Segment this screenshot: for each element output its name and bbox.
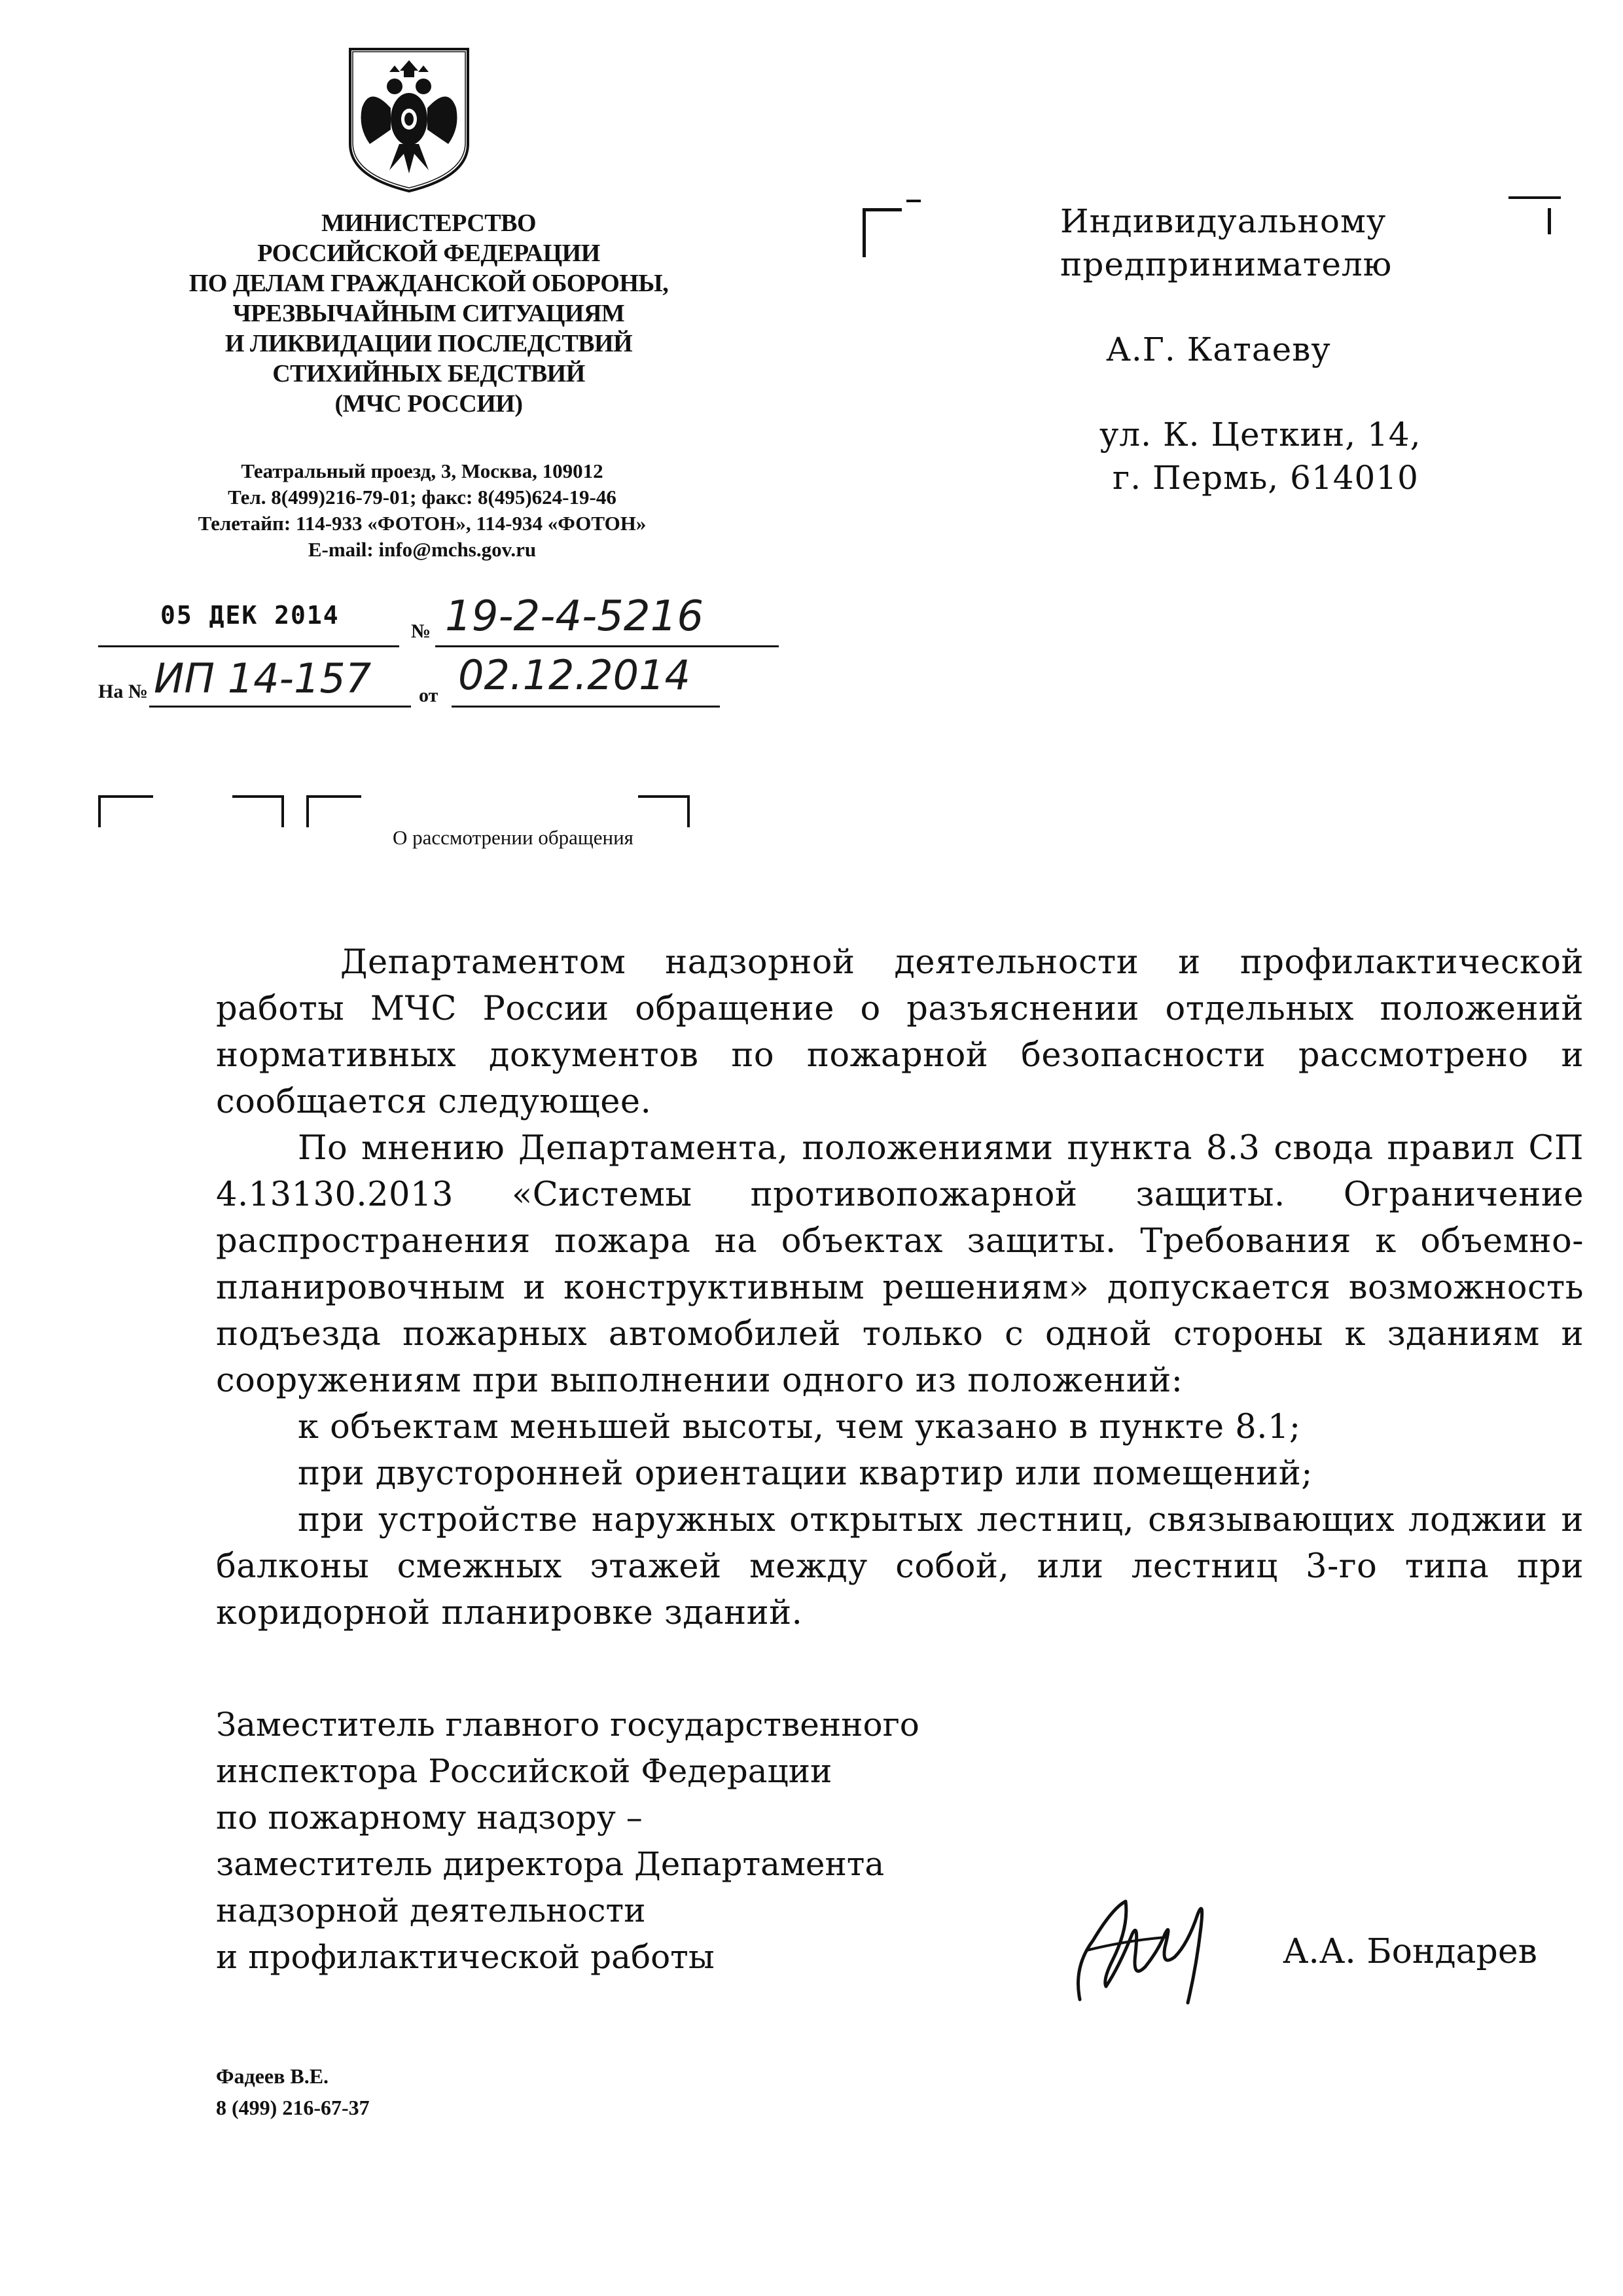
ministry-line: СТИХИЙНЫХ БЕДСТВИЙ	[272, 360, 585, 387]
recipient-line: Индивидуальному	[1060, 202, 1387, 240]
ministry-contacts	[79, 458, 766, 563]
recipient-block	[1060, 200, 1421, 499]
address-corner-mark	[906, 200, 921, 202]
number-label: №	[411, 620, 431, 642]
contact-address: Театральный проезд, 3, Москва, 109012	[241, 459, 603, 482]
body-list-item: при двусторонней ориентации квартир или помещений;	[298, 1454, 1313, 1493]
double-headed-eagle-emblem-icon	[344, 46, 474, 193]
recipient-city: г. Пермь, 614010	[1113, 459, 1419, 497]
ministry-line: РОССИЙСКОЙ ФЕДЕРАЦИИ	[257, 240, 600, 267]
ref-from-label: от	[419, 685, 438, 706]
date-stamp: 05 ДЕК 2014	[160, 601, 340, 630]
body-paragraph: По мнению Департамента, положениями пункта 8.3 свода правил СП 4.13130.2013 «Системы противопожарной защиты. Ограничение распространения пожара на объектах защиты. Требования к объемно-планировочным и конструктивным решениям» допускается возможность подъезда пожарных автомобилей только с одной стороны к зданиям и сооружениям при выполнении одного из положений:	[216, 1129, 1584, 1400]
signatory-title-line: надзорной деятельности	[216, 1892, 646, 1929]
executor-name: Фадеев В.Е.	[216, 2064, 329, 2088]
contact-teletype: Телетайп: 114-933 «ФОТОН», 114-934 «ФОТОН»	[198, 512, 647, 535]
ministry-line: МИНИСТЕРСТВО	[321, 209, 537, 237]
recipient-line: предпринимателю	[1060, 245, 1393, 283]
ministry-line: И ЛИКВИДАЦИИ ПОСЛЕДСТВИЙ	[224, 330, 633, 357]
signatory-title-line: заместитель директора Департамента	[216, 1845, 885, 1883]
signatory-title-line: Заместитель главного государственного	[216, 1706, 919, 1744]
ref-number: ИП 14-157	[154, 655, 372, 702]
subject-corner-mark	[232, 795, 284, 827]
recipient-spacer	[1060, 286, 1421, 328]
executor-phone: 8 (499) 216-67-37	[216, 2096, 370, 2119]
address-corner-mark	[1548, 208, 1551, 234]
ministry-line: (МЧС РОССИИ)	[334, 390, 523, 418]
subject-line: О рассмотрении обращения	[393, 826, 633, 849]
executor-block	[216, 2060, 370, 2123]
signatory-title-line: инспектора Российской Федерации	[216, 1752, 832, 1790]
recipient-street: ул. К. Цеткин, 14,	[1099, 416, 1421, 454]
signatory-name: А.А. Бондарев	[1283, 1932, 1537, 1971]
handwritten-signature-icon	[1067, 1888, 1257, 2006]
ref-label: На №	[98, 681, 148, 702]
subject-corner-mark	[306, 795, 361, 827]
ministry-line: ЧРЕЗВЫЧАЙНЫМ СИТУАЦИЯМ	[232, 300, 625, 327]
subject-corner-mark	[98, 795, 153, 827]
signatory-title-line: и профилактической работы	[216, 1938, 715, 1976]
recipient-spacer	[1060, 371, 1421, 413]
contact-email: E-mail: info@mchs.gov.ru	[308, 538, 537, 561]
address-corner-mark	[1508, 196, 1561, 199]
letter-body	[216, 939, 1584, 1636]
contact-phone: Тел. 8(499)216-79-01; факс: 8(495)624-19-46	[228, 486, 616, 509]
body-paragraph: Департаментом надзорной деятельности и профилактической работы МЧС России обращение о разъяснении отдельных положений нормативных документов по пожарной безопасности рассмотрено и сообщается следующее.	[216, 943, 1584, 1121]
body-list-item: к объектам меньшей высоты, чем указано в пункте 8.1;	[298, 1408, 1301, 1446]
signatory-title	[216, 1702, 919, 1981]
ministry-line: ПО ДЕЛАМ ГРАЖДАНСКОЙ ОБОРОНЫ,	[188, 270, 669, 297]
recipient-name: А.Г. Катаеву	[1106, 331, 1331, 368]
outgoing-number: 19-2-4-5216	[445, 592, 704, 641]
signatory-title-line: по пожарному надзору –	[216, 1799, 643, 1837]
ref-date: 02.12.2014	[458, 651, 690, 699]
body-list-item: при устройстве наружных открытых лестниц, связывающих лоджии и балконы смежных этажей между собой, или лестниц 3-го типа при коридорной планировке зданий.	[216, 1501, 1584, 1632]
address-corner-mark	[863, 208, 902, 257]
ministry-header	[105, 208, 753, 419]
subject-corner-mark	[638, 795, 690, 827]
